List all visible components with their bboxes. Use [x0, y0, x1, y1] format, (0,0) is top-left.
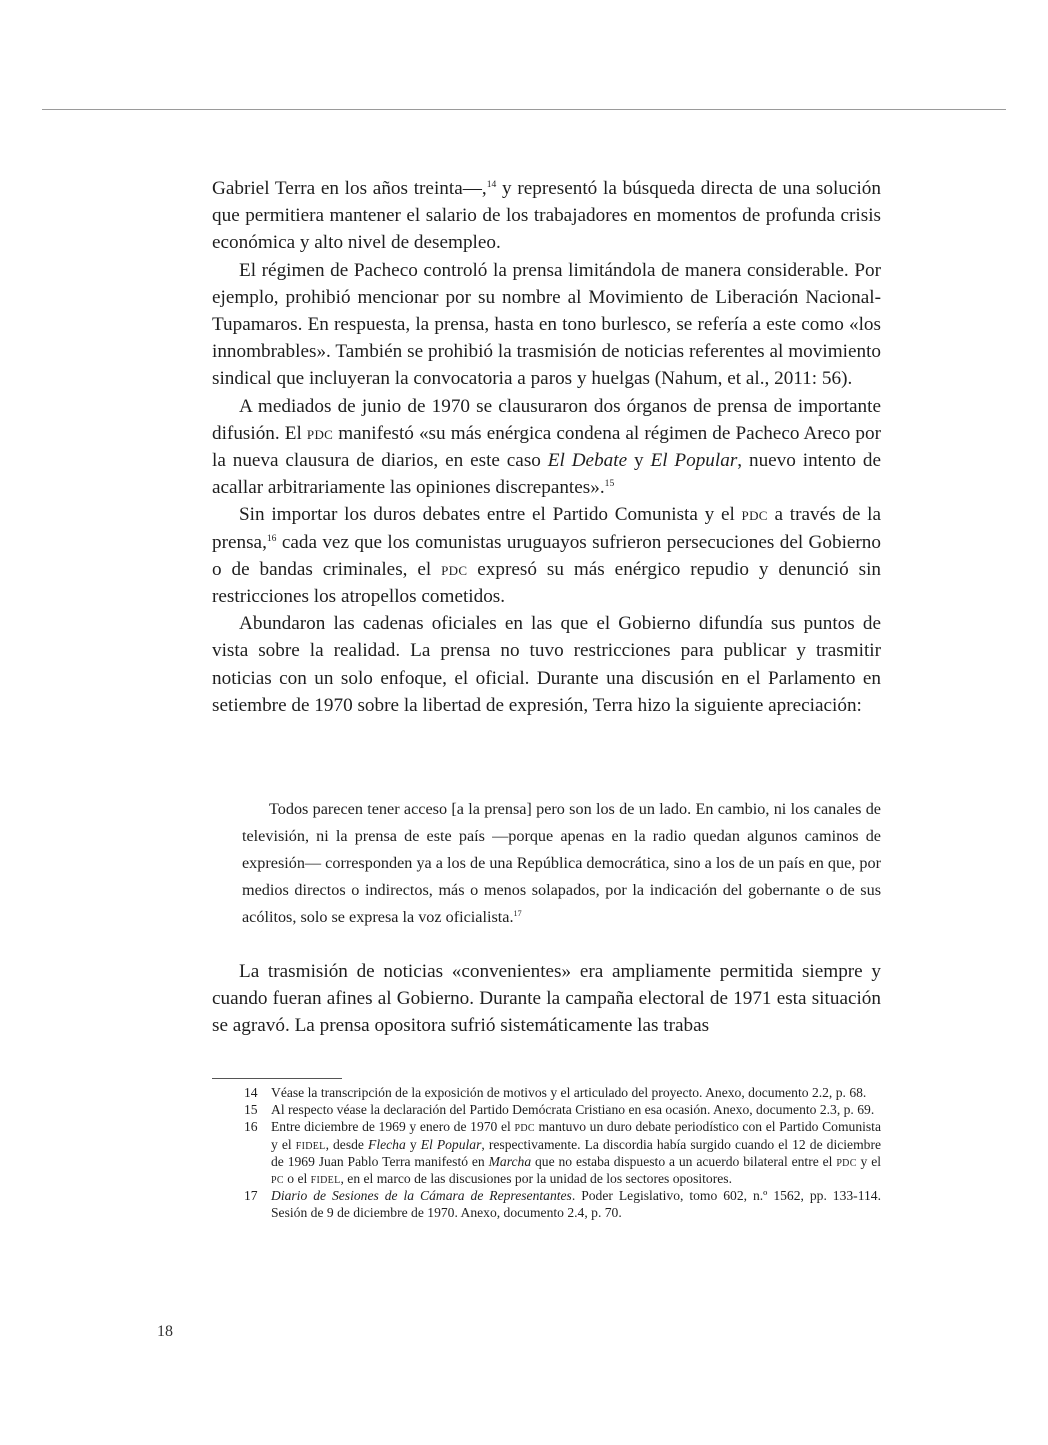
- newspaper-el-popular: El Popular: [650, 450, 738, 472]
- header-rule: [42, 109, 1006, 110]
- footnote-17: [212, 1187, 881, 1221]
- paragraph-3-text-c: y: [627, 450, 651, 472]
- fn16-d: y: [405, 1136, 421, 1152]
- paragraph-4: [212, 501, 881, 610]
- fn16-e: , respectivamente. La discordia había surgido cuando el 12 de diciembre de 1969 Juan Pablo Terra manifestó en: [271, 1136, 882, 1169]
- fn16-c: , desde: [325, 1136, 369, 1152]
- page-number: 18: [157, 1323, 173, 1340]
- paragraph-1-text: Gabriel Terra en los años treinta—,: [212, 178, 487, 199]
- footnote-ref-15[interactable]: 15: [604, 478, 615, 490]
- paragraph-4-text-c: cada vez que los comunistas uruguayos sufrieron persecuciones del Gobierno o de bandas criminales, el: [212, 531, 881, 580]
- footnote-16: [212, 1118, 881, 1187]
- paragraph-3-text-d: , nuevo intento de acallar arbitrariamente las opiniones discrepantes».: [212, 450, 882, 499]
- footnote-text: Al respecto véase la declaración del Partido Demócrata Cristiano en esa ocasión. Anexo, documento 2.3, p. 69.: [271, 1102, 875, 1118]
- paragraph-6: La trasmisión de noticias «convenientes» era ampliamente permitida siempre y cuando fueran afines al Gobierno. Durante la campaña electoral de 1971 esta situación se agravó. La prensa opositora sufrió sistemáticamente las trabas: [212, 961, 881, 1037]
- footnote-number: 16: [244, 1119, 258, 1135]
- footnote-text: [271, 1187, 881, 1221]
- newspaper-el-popular: El Popular: [420, 1136, 482, 1152]
- paragraph-3-text: A mediados de junio de 1970 se clausuraron dos órganos de prensa de importante difusión. El: [212, 395, 881, 444]
- fn16-g: y el: [856, 1153, 882, 1169]
- footnote-number: 14: [244, 1085, 258, 1100]
- footnote-14: [212, 1084, 881, 1101]
- abbr-pdc: pdc: [741, 504, 768, 526]
- fn16-f: que no estaba dispuesto a un acuerdo bilateral entre el: [531, 1153, 837, 1169]
- body-text: [212, 175, 881, 719]
- footnote-ref-14[interactable]: 14: [486, 178, 497, 190]
- quote-paragraph: [242, 796, 881, 931]
- abbr-pdc: pdc: [514, 1119, 535, 1135]
- footnote-text: [271, 1118, 881, 1187]
- footnote-ref-16[interactable]: 16: [266, 532, 277, 544]
- newspaper-flecha: Flecha: [368, 1136, 406, 1152]
- newspaper-marcha: Marcha: [488, 1153, 532, 1169]
- publication-title: Diario de Sesiones de la Cámara de Representantes: [271, 1188, 572, 1204]
- quote-text: Todos parecen tener acceso [a la prensa] pero son los de un lado. En cambio, ni los canales de televisión, ni la prensa de este país —porque apenas en la radio quedan algunos caminos de expresión— corresponden ya a los de una República democrática, sino a los de un país en que, por medios directos o indirectos, más o menos solapados, por la indicación del gobernante o de sus acólitos, solo se expresa la voz oficialista.: [242, 800, 881, 926]
- fn16-h: o el: [283, 1171, 311, 1187]
- abbr-fidel: fidel: [295, 1136, 326, 1152]
- fn16-b: mantuvo un duro debate periodístico con el Partido Comunista y el: [271, 1119, 881, 1152]
- fn17-text: . Poder Legislativo, tomo 602, n.º 1562, pp. 133-114. Sesión de 9 de diciembre de 1970. Anexo, documento 2.4, p. 70.: [271, 1188, 881, 1221]
- paragraph-2: El régimen de Pacheco controló la prensa limitándola de manera considerable. Por ejemplo, prohibió mencionar por su nombre al Movimiento de Liberación Nacional-Tupamaros. En respuesta, la prensa, hasta en tono burlesco, se refería a este como «los innombrables». También se prohibió la trasmisión de noticias referentes al movimiento sindical que incluyeran la convocatoria a paros y huelgas (Nahum, et al., 2011: 56).: [212, 259, 881, 390]
- block-quote: [242, 796, 881, 931]
- footnote-text: Véase la transcripción de la exposición de motivos y el articulado del proyecto. Anexo, documento 2.2, p. 68.: [271, 1085, 867, 1100]
- body-text-continued: [212, 958, 881, 1040]
- footnote-15: [212, 1101, 881, 1118]
- paragraph-1: [212, 175, 881, 257]
- paragraph-3-text-b: manifestó «su más enérgica condena al régimen de Pacheco Areco por la nueva clausura de diarios, en este caso: [212, 422, 881, 472]
- abbr-pc: pc: [271, 1171, 284, 1187]
- paragraph-4-text-d: expresó su más enérgico repudio y denunció sin restricciones los atropellos cometidos.: [212, 558, 881, 608]
- abbr-pdc: pdc: [306, 422, 334, 444]
- abbr-pdc: pdc: [836, 1153, 857, 1169]
- footnotes: [212, 1084, 881, 1222]
- fn16-a: Entre diciembre de 1969 y enero de 1970 el: [271, 1119, 515, 1135]
- paragraph-4-text: Sin importar los duros debates entre el Partido Comunista y el: [239, 504, 742, 526]
- footnote-ref-17[interactable]: 17: [513, 908, 522, 918]
- fn16-i: , en el marco de las discusiones por la unidad de los sectores opositores.: [340, 1171, 732, 1187]
- abbr-fidel: fidel: [310, 1171, 341, 1187]
- abbr-pdc: pdc: [441, 558, 468, 580]
- paragraph-4-text-b: a través de la prensa,: [212, 504, 881, 553]
- paragraph-3: [212, 393, 881, 502]
- footnote-number: 15: [244, 1102, 258, 1118]
- newspaper-el-debate: El Debate: [547, 450, 628, 472]
- footnote-separator: [212, 1078, 342, 1079]
- paragraph-5: Abundaron las cadenas oficiales en las que el Gobierno difundía sus puntos de vista sobre la realidad. La prensa no tuvo restricciones para publicar y trasmitir noticias con un solo enfoque, el oficial. Durante una discusión en el Parlamento en setiembre de 1970 sobre la libertad de expresión, Terra hizo la siguiente apreciación:: [212, 613, 881, 716]
- paragraph-1-text-cont: y representó la búsqueda directa de una solución que permitiera mantener el salario de los trabajadores en momentos de profunda crisis económica y alto nivel de desempleo.: [212, 178, 881, 254]
- footnote-number: 17: [244, 1188, 258, 1204]
